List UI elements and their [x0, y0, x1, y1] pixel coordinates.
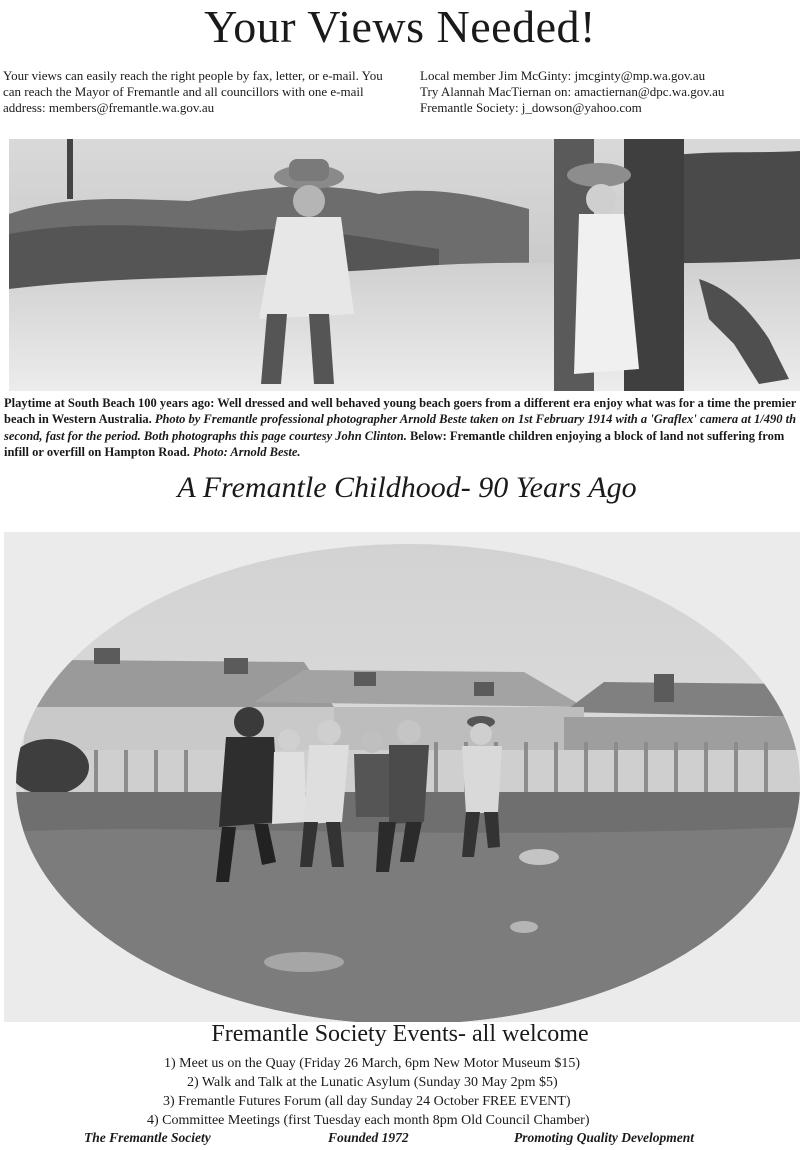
footer-society-name: The Fremantle Society — [84, 1130, 211, 1145]
event-item-1: 1) Meet us on the Quay (Friday 26 March, 6pm New Motor Museum $15) — [164, 1056, 581, 1071]
footer-founded: Founded 1972 — [328, 1130, 409, 1145]
event-item-2: 2) Walk and Talk at the Lunatic Asylum (Sunday 30 May 2pm $5) — [187, 1075, 558, 1090]
caption-below: Below: Fremantle children enjoying a block of land not suffering from infill or overfill on Hampton Road. — [4, 428, 785, 460]
event-item-4: 4) Committee Meetings (first Tuesday each month 8pm Old Council Chamber) — [147, 1113, 590, 1128]
events-title: Fremantle Society Events- all welcome — [211, 1021, 589, 1047]
contact-fremantle-society: Fremantle Society: j_dowson@yahoo.com — [420, 100, 642, 115]
event-item-3: 3) Fremantle Futures Forum (all day Sunday 24 October FREE EVENT) — [163, 1094, 571, 1109]
childhood-photo — [4, 532, 800, 1022]
caption-below-credit: Photo: Arnold Beste. — [193, 445, 301, 460]
footer-tagline: Promoting Quality Development — [514, 1130, 694, 1145]
caption-credit: Photo by Fremantle professional photographer Arnold Beste taken on 1st February 1914 with a 'Graflex' camera at 1/490 th second, fast for the period. Both photographs this page courtesy John Clinton. — [4, 412, 797, 443]
photo-caption — [4, 395, 798, 461]
contact-mcginty: Local member Jim McGinty: jmcginty@mp.wa.gov.au — [420, 68, 706, 83]
contact-list — [420, 68, 795, 116]
page-title: Your Views Needed! — [204, 1, 596, 52]
contact-mactiernan: Try Alannah MacTiernan on: amactiernan@dpc.wa.gov.au — [420, 84, 725, 99]
intro-paragraph: Your views can easily reach the right people by fax, letter, or e-mail. You can reach the Mayor of Fremantle and all councillors with one e-mail address: members@fremantle.wa.gov.au — [3, 68, 383, 115]
beach-photo — [9, 139, 800, 391]
caption-main: Playtime at South Beach 100 years ago: Well dressed and well behaved young beach goers from a different era enjoy what was for a time the premier beach in Western Australia. — [4, 396, 797, 427]
section-title: A Fremantle Childhood- 90 Years Ago — [177, 471, 637, 504]
